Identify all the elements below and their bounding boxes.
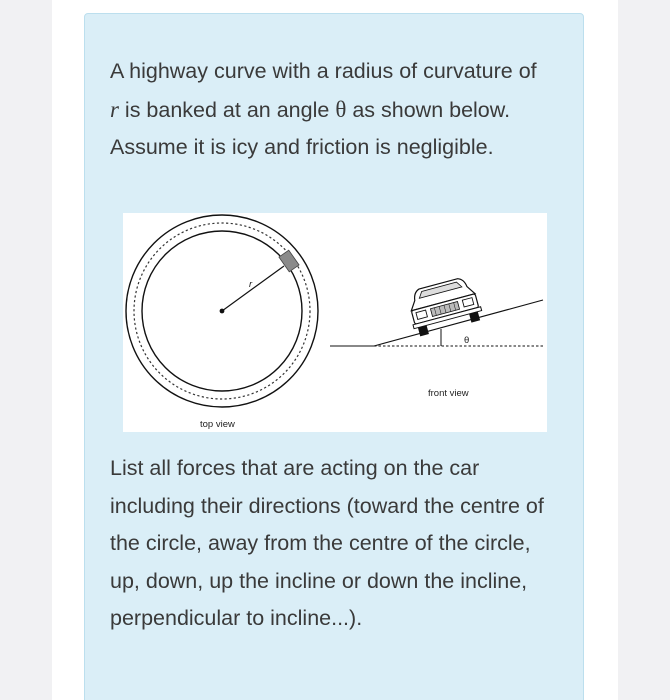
question-intro — [110, 53, 550, 167]
radius-label: r — [249, 279, 253, 290]
radius-symbol: r — [110, 96, 119, 122]
radius-line — [222, 266, 284, 311]
banked-curve-figure — [123, 213, 547, 432]
question-instruction: List all forces that are acting on the car including their directions (toward the centre of the circle, away from the centre of the circle, up, down, up the incline or down the incline, perpendicular to incline...). — [110, 456, 544, 630]
intro-text-1: A highway curve with a radius of curvature of — [110, 59, 537, 83]
figure-svg — [123, 213, 547, 432]
top-view-label: top view — [200, 419, 235, 430]
car-top-view — [279, 250, 299, 272]
front-view-diagram — [330, 275, 543, 399]
intro-text-2: is banked at an angle — [118, 97, 336, 122]
front-view-label: front view — [428, 388, 469, 399]
angle-symbol: θ — [335, 96, 347, 122]
intro-text-3: as shown below. Assume it is icy and friction is negligible. — [110, 97, 511, 159]
car-front-view — [404, 275, 484, 338]
angle-label: θ — [464, 335, 470, 346]
top-view-diagram — [126, 215, 318, 407]
